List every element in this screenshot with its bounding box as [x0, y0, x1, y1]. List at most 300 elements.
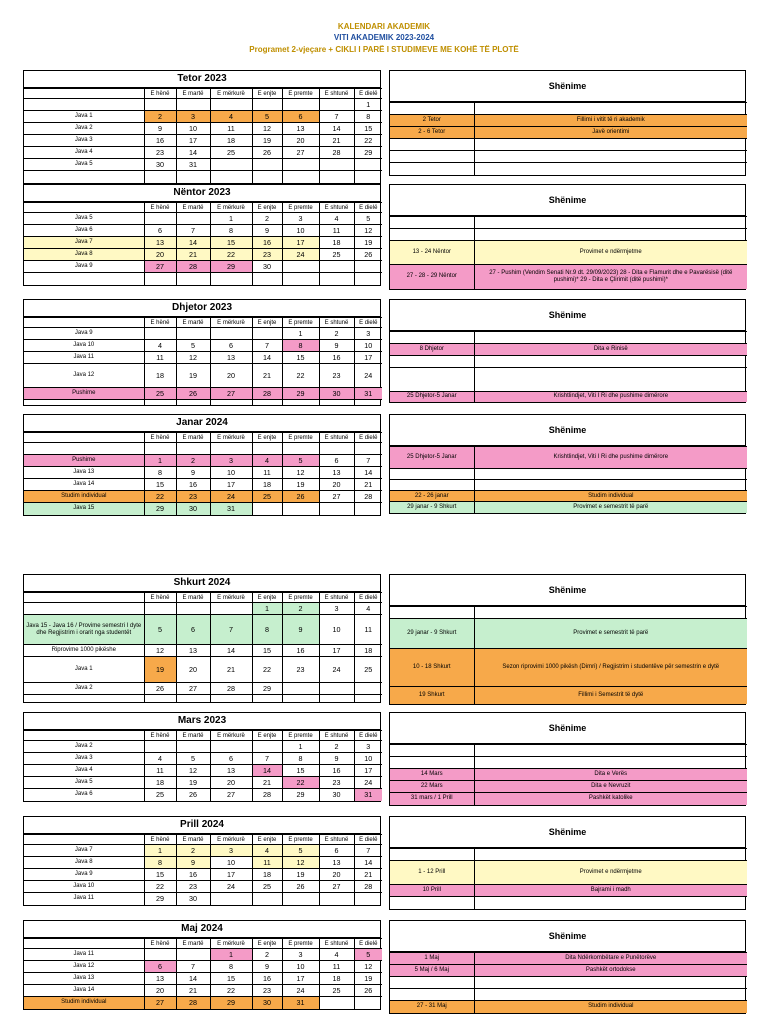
day-cell: 10	[282, 961, 319, 973]
week-row	[24, 869, 382, 881]
day-cell: 7	[176, 961, 210, 973]
day-cell: 3	[354, 741, 382, 753]
day-cell: 22	[282, 777, 319, 789]
day-header: E dielë	[354, 433, 382, 443]
day-header-blank	[24, 731, 144, 741]
week-row	[24, 857, 382, 869]
month-table	[24, 938, 382, 1009]
note-row	[390, 965, 747, 977]
note-text: Dita e Rinisë	[474, 344, 747, 356]
day-header: E martë	[176, 731, 210, 741]
notes-panel	[389, 816, 746, 910]
day-header: E dielë	[354, 89, 382, 99]
week-row	[24, 997, 382, 1009]
day-cell: 27	[210, 388, 252, 400]
day-cell: 14	[210, 645, 252, 657]
month-table	[24, 317, 382, 405]
day-cell: 21	[354, 479, 382, 491]
day-cell: 14	[252, 765, 282, 777]
day-cell	[252, 159, 282, 171]
day-header: E premte	[282, 318, 319, 328]
notes-table	[390, 446, 747, 513]
day-cell	[319, 261, 354, 273]
note-row	[390, 103, 747, 115]
day-header-blank	[24, 593, 144, 603]
day-cell: 27	[176, 683, 210, 695]
day-cell: 20	[176, 657, 210, 683]
day-header-blank	[24, 835, 144, 845]
week-label: Java 11	[24, 893, 144, 905]
day-cell: 19	[176, 777, 210, 789]
week-label: Java 4	[24, 765, 144, 777]
day-cell: 31	[282, 997, 319, 1009]
day-header: E hënë	[144, 731, 176, 741]
day-cell	[282, 273, 319, 285]
day-cell: 4	[319, 949, 354, 961]
note-text: Studim individual	[474, 1001, 747, 1013]
day-cell	[252, 273, 282, 285]
day-header: E dielë	[354, 318, 382, 328]
day-cell: 26	[282, 881, 319, 893]
note-text	[474, 757, 747, 769]
day-cell	[282, 400, 319, 405]
day-cell: 5	[176, 753, 210, 765]
day-cell: 24	[282, 985, 319, 997]
week-label: Java 7	[24, 845, 144, 857]
notes-title: Shënime	[390, 575, 745, 606]
day-header: E enjte	[252, 318, 282, 328]
note-date	[390, 139, 474, 151]
day-cell	[282, 683, 319, 695]
week-row	[24, 503, 382, 515]
week-row	[24, 961, 382, 973]
note-text: Fillimi i vitit të ri akademik	[474, 115, 747, 127]
day-cell: 28	[319, 147, 354, 159]
day-cell	[354, 171, 382, 183]
week-label: Java 7	[24, 237, 144, 249]
month-title: Maj 2024	[24, 921, 380, 938]
day-header: E premte	[282, 835, 319, 845]
day-cell: 6	[319, 455, 354, 467]
day-cell: 14	[252, 352, 282, 364]
day-cell: 24	[354, 777, 382, 789]
day-cell: 6	[144, 225, 176, 237]
day-header-blank	[24, 203, 144, 213]
day-cell: 18	[319, 973, 354, 985]
day-cell: 11	[354, 615, 382, 645]
month-table	[24, 834, 382, 905]
month-calendar	[23, 299, 381, 406]
day-cell: 6	[319, 845, 354, 857]
week-row	[24, 985, 382, 997]
note-text	[474, 977, 747, 989]
day-header: E dielë	[354, 593, 382, 603]
week-row	[24, 455, 382, 467]
note-row	[390, 687, 747, 704]
note-text	[474, 139, 747, 151]
note-row	[390, 897, 747, 909]
day-cell: 18	[252, 479, 282, 491]
note-date	[390, 989, 474, 1001]
week-row	[24, 123, 382, 135]
day-cell: 8	[354, 111, 382, 123]
day-cell: 11	[144, 765, 176, 777]
day-cell: 30	[319, 388, 354, 400]
week-row	[24, 135, 382, 147]
week-label: Java 9	[24, 869, 144, 881]
day-cell: 29	[210, 997, 252, 1009]
week-label: Java 9	[24, 261, 144, 273]
day-cell	[252, 503, 282, 515]
day-cell: 18	[210, 135, 252, 147]
week-label: Java 1	[24, 111, 144, 123]
day-cell: 3	[282, 949, 319, 961]
note-date	[390, 757, 474, 769]
month-title: Janar 2024	[24, 415, 380, 432]
note-text	[474, 356, 747, 368]
day-cell: 5	[144, 615, 176, 645]
day-cell	[210, 893, 252, 905]
day-cell: 13	[176, 645, 210, 657]
day-cell: 2	[176, 845, 210, 857]
day-cell: 12	[282, 467, 319, 479]
note-text	[474, 151, 747, 163]
month-title: Prill 2024	[24, 817, 380, 834]
day-cell: 15	[282, 765, 319, 777]
day-cell: 27	[282, 147, 319, 159]
day-cell: 27	[210, 789, 252, 801]
week-label: Java 11	[24, 352, 144, 364]
day-header: E martë	[176, 835, 210, 845]
day-cell: 1	[210, 949, 252, 961]
day-cell: 26	[144, 683, 176, 695]
day-cell: 4	[144, 340, 176, 352]
day-cell: 26	[176, 388, 210, 400]
day-cell	[210, 159, 252, 171]
note-row	[390, 849, 747, 861]
note-date: 10 - 18 Shkurt	[390, 649, 474, 687]
day-cell: 19	[282, 479, 319, 491]
note-row	[390, 619, 747, 649]
day-cell: 2	[252, 213, 282, 225]
week-row	[24, 657, 382, 683]
note-row	[390, 649, 747, 687]
week-row	[24, 388, 382, 400]
week-label: Java 12	[24, 364, 144, 388]
day-cell: 25	[319, 985, 354, 997]
day-cell: 14	[176, 237, 210, 249]
note-date: 27 - 31 Maj	[390, 1001, 474, 1013]
note-date: 29 janar - 9 Shkurt	[390, 502, 474, 513]
day-cell: 19	[354, 237, 382, 249]
day-cell	[319, 400, 354, 405]
day-header: E mërkurë	[210, 203, 252, 213]
day-cell: 23	[282, 657, 319, 683]
day-cell: 29	[354, 147, 382, 159]
day-header: E enjte	[252, 89, 282, 99]
note-row	[390, 229, 747, 241]
notes-table	[390, 606, 747, 704]
note-text	[474, 103, 747, 115]
month-title: Dhjetor 2023	[24, 300, 380, 317]
day-cell: 20	[210, 777, 252, 789]
day-cell: 30	[252, 997, 282, 1009]
day-cell: 12	[282, 857, 319, 869]
day-cell: 16	[176, 869, 210, 881]
week-label: Java 9	[24, 328, 144, 340]
day-header: E mërkurë	[210, 433, 252, 443]
day-cell	[252, 893, 282, 905]
day-cell: 16	[252, 237, 282, 249]
day-cell: 21	[319, 135, 354, 147]
week-label: Java 15 - Java 16 / Provime semestri I dyte dhe Regjistrim i orarit nga studentët	[24, 615, 144, 645]
day-cell: 11	[319, 225, 354, 237]
week-row	[24, 99, 382, 111]
day-header: E hënë	[144, 593, 176, 603]
note-text	[474, 849, 747, 861]
month-calendar	[23, 574, 381, 703]
day-cell: 19	[354, 973, 382, 985]
day-cell: 25	[210, 147, 252, 159]
note-text: Provimet e ndërmjetme	[474, 861, 747, 885]
day-cell: 1	[282, 741, 319, 753]
day-cell: 27	[144, 261, 176, 273]
day-cell	[319, 683, 354, 695]
day-cell: 24	[282, 249, 319, 261]
note-row	[390, 356, 747, 368]
day-cell: 17	[282, 237, 319, 249]
day-cell: 30	[176, 893, 210, 905]
note-row	[390, 447, 747, 469]
note-text: Fillimi i Semestrit të dytë	[474, 687, 747, 704]
day-cell	[176, 741, 210, 753]
day-cell: 15	[144, 479, 176, 491]
day-cell: 22	[354, 135, 382, 147]
day-cell: 9	[252, 961, 282, 973]
day-cell: 3	[282, 213, 319, 225]
day-cell: 8	[282, 340, 319, 352]
day-cell	[252, 400, 282, 405]
week-label: Java 4	[24, 147, 144, 159]
week-label: Riprovime 1000 pikëshe	[24, 645, 144, 657]
day-cell	[319, 503, 354, 515]
note-row	[390, 989, 747, 1001]
day-cell	[144, 99, 176, 111]
note-date: 2 - 6 Tetor	[390, 127, 474, 139]
day-cell: 29	[282, 789, 319, 801]
week-row	[24, 111, 382, 123]
note-row	[390, 127, 747, 139]
day-cell: 17	[319, 645, 354, 657]
day-cell: 12	[176, 765, 210, 777]
day-cell: 6	[210, 753, 252, 765]
week-label: Java 15	[24, 503, 144, 515]
day-cell: 27	[319, 491, 354, 503]
day-cell	[176, 400, 210, 405]
day-cell: 7	[176, 225, 210, 237]
week-row	[24, 352, 382, 364]
day-cell: 12	[252, 123, 282, 135]
day-header-row	[24, 318, 382, 328]
day-cell: 28	[252, 789, 282, 801]
day-cell: 25	[144, 789, 176, 801]
day-cell: 3	[354, 328, 382, 340]
day-cell: 6	[210, 340, 252, 352]
day-cell: 4	[354, 603, 382, 615]
note-text: Bajrami i madh	[474, 885, 747, 897]
day-cell: 5	[176, 340, 210, 352]
day-cell: 9	[252, 225, 282, 237]
day-cell: 17	[210, 869, 252, 881]
day-cell	[282, 695, 319, 702]
day-header-blank	[24, 318, 144, 328]
week-row	[24, 645, 382, 657]
day-cell: 8	[210, 225, 252, 237]
day-cell: 10	[176, 123, 210, 135]
week-label: Java 11	[24, 949, 144, 961]
week-label	[24, 99, 144, 111]
day-cell: 13	[210, 765, 252, 777]
day-cell	[354, 503, 382, 515]
note-row	[390, 977, 747, 989]
day-cell: 22	[282, 364, 319, 388]
note-text: Pashkët katolike	[474, 793, 747, 805]
note-row	[390, 115, 747, 127]
note-date	[390, 229, 474, 241]
note-date	[390, 469, 474, 480]
note-row	[390, 241, 747, 265]
day-cell: 20	[319, 479, 354, 491]
week-label	[24, 171, 144, 183]
day-cell	[319, 893, 354, 905]
day-header-row	[24, 835, 382, 845]
note-date: 10 Prill	[390, 885, 474, 897]
day-cell	[144, 213, 176, 225]
note-text	[474, 897, 747, 909]
note-row	[390, 265, 747, 289]
day-cell: 18	[144, 777, 176, 789]
note-text: Krishtlindjet, Viti I Ri dhe pushime dimërore	[474, 447, 747, 469]
note-row	[390, 344, 747, 356]
note-date	[390, 151, 474, 163]
week-row	[24, 741, 382, 753]
day-cell: 31	[210, 503, 252, 515]
day-cell	[354, 683, 382, 695]
week-row	[24, 881, 382, 893]
day-cell: 21	[176, 985, 210, 997]
day-cell	[354, 695, 382, 702]
day-cell: 13	[144, 237, 176, 249]
notes-panel	[389, 414, 746, 514]
day-cell: 2	[282, 603, 319, 615]
day-cell: 3	[319, 603, 354, 615]
day-cell: 16	[176, 479, 210, 491]
week-row	[24, 753, 382, 765]
day-cell	[144, 603, 176, 615]
week-label	[24, 603, 144, 615]
day-cell: 12	[354, 961, 382, 973]
day-cell: 9	[319, 753, 354, 765]
day-cell: 26	[282, 491, 319, 503]
week-label: Java 6	[24, 789, 144, 801]
day-cell	[354, 273, 382, 285]
day-cell: 25	[252, 491, 282, 503]
week-row	[24, 213, 382, 225]
day-cell	[282, 893, 319, 905]
day-cell: 21	[176, 249, 210, 261]
note-date	[390, 745, 474, 757]
day-cell: 23	[252, 249, 282, 261]
note-text: Sezon riprovimi 1000 pikësh (Dimri) / Regjistrim i studentëve për semestrin e dytë	[474, 649, 747, 687]
week-row	[24, 249, 382, 261]
day-header: E mërkurë	[210, 89, 252, 99]
day-cell: 5	[282, 845, 319, 857]
day-cell	[319, 997, 354, 1009]
day-cell: 10	[319, 615, 354, 645]
week-row	[24, 845, 382, 857]
day-cell	[210, 603, 252, 615]
day-cell: 20	[144, 249, 176, 261]
day-cell: 29	[282, 388, 319, 400]
month-calendar	[23, 712, 381, 802]
day-cell: 18	[144, 364, 176, 388]
day-cell	[282, 443, 319, 455]
note-row	[390, 781, 747, 793]
day-cell	[176, 603, 210, 615]
day-cell: 30	[252, 261, 282, 273]
day-cell	[282, 99, 319, 111]
day-cell: 3	[210, 845, 252, 857]
day-cell: 16	[282, 645, 319, 657]
calendar-title: KALENDARI AKADEMIK	[337, 22, 431, 31]
note-date: 1 - 12 Prill	[390, 861, 474, 885]
note-text: 27 - Pushim (Vendim Senati Nr.9 dt. 29/09/2023) 28 - Dita e Flamurit dhe e Pavarësisë (ditë pushimi)* 29 - Dita e Çlirimit (ditë pushimi)*	[474, 265, 747, 289]
day-cell	[354, 893, 382, 905]
day-cell: 2	[319, 328, 354, 340]
day-cell: 7	[319, 111, 354, 123]
day-cell	[354, 261, 382, 273]
note-text	[474, 607, 747, 619]
note-row	[390, 607, 747, 619]
note-date	[390, 849, 474, 861]
note-text	[474, 469, 747, 480]
day-cell: 13	[282, 123, 319, 135]
day-cell: 7	[252, 340, 282, 352]
day-cell	[282, 159, 319, 171]
week-label	[24, 400, 144, 405]
month-calendar	[23, 816, 381, 906]
note-date: 22 - 26 janar	[390, 491, 474, 502]
week-label	[24, 443, 144, 455]
note-date	[390, 368, 474, 392]
week-row	[24, 491, 382, 503]
day-cell: 17	[282, 973, 319, 985]
day-cell: 2	[319, 741, 354, 753]
day-header: E shtunë	[319, 731, 354, 741]
day-header: E dielë	[354, 835, 382, 845]
day-cell	[144, 949, 176, 961]
day-cell: 5	[354, 213, 382, 225]
note-row	[390, 502, 747, 513]
note-text	[474, 480, 747, 491]
day-cell: 10	[354, 340, 382, 352]
day-cell: 4	[252, 845, 282, 857]
note-date	[390, 897, 474, 909]
week-row	[24, 400, 382, 405]
day-cell	[210, 99, 252, 111]
day-cell: 26	[176, 789, 210, 801]
day-header: E mërkurë	[210, 731, 252, 741]
